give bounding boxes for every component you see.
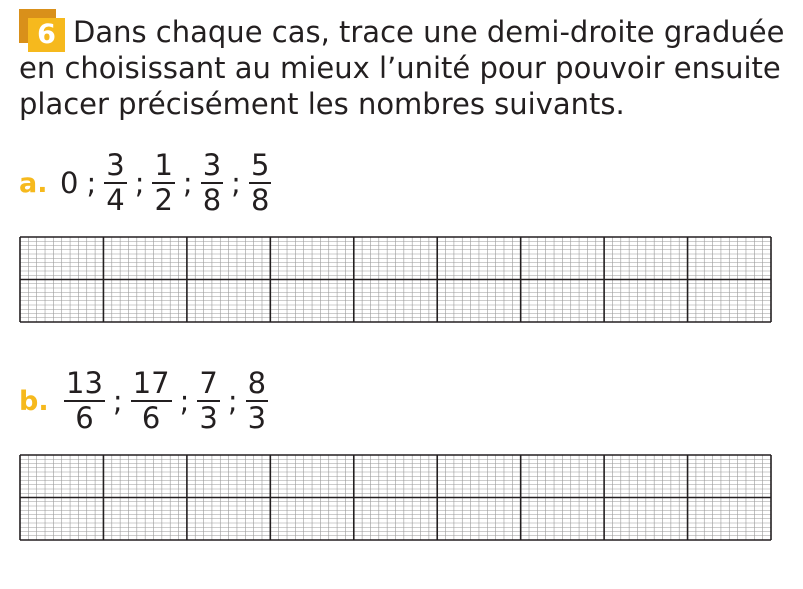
exercise-number: 6	[28, 18, 65, 52]
separator: ;	[86, 166, 97, 200]
fraction	[104, 149, 126, 217]
fraction	[131, 367, 172, 435]
item-a-label: a.	[19, 168, 48, 199]
item-a-whole-number: 0	[60, 166, 79, 200]
numerator: 3	[106, 148, 125, 182]
item-b-label: b.	[19, 386, 49, 417]
fraction	[152, 149, 174, 217]
numerator: 13	[66, 366, 103, 400]
denominator: 8	[250, 183, 270, 217]
denominator: 3	[247, 401, 267, 435]
denominator: 3	[199, 401, 218, 435]
exercise-instruction	[19, 14, 803, 122]
denominator: 6	[75, 401, 94, 435]
denominator: 8	[202, 183, 222, 217]
fraction	[249, 149, 271, 217]
numerator: 3	[202, 148, 222, 182]
fraction	[197, 367, 219, 435]
instruction-line-2: en choisissant au mieux l’unité pour pouvoir ensuite	[19, 51, 781, 85]
fraction	[246, 367, 268, 435]
separator: ;	[231, 166, 241, 200]
separator: ;	[134, 166, 145, 200]
denominator: 6	[141, 401, 161, 435]
numerator: 5	[250, 148, 270, 182]
numerator: 8	[247, 366, 267, 400]
item-a-numbers	[60, 149, 273, 217]
fraction	[64, 367, 105, 435]
numerator: 17	[132, 366, 170, 400]
separator: ;	[227, 384, 238, 418]
separator: ;	[112, 384, 123, 418]
graph-paper-grid-b[interactable]	[19, 454, 772, 541]
fraction	[201, 149, 223, 217]
graph-paper-grid-a[interactable]	[19, 236, 772, 323]
item-b-numbers	[62, 367, 270, 435]
numerator: 7	[199, 366, 218, 400]
instruction-line-3: placer précisément les nombres suivants.	[19, 87, 625, 121]
numerator: 1	[154, 148, 173, 182]
separator: ;	[182, 166, 193, 200]
denominator: 4	[106, 183, 125, 217]
instruction-line-1: Dans chaque cas, trace une demi-droite graduée	[73, 15, 785, 49]
denominator: 2	[154, 183, 173, 217]
separator: ;	[179, 384, 190, 418]
